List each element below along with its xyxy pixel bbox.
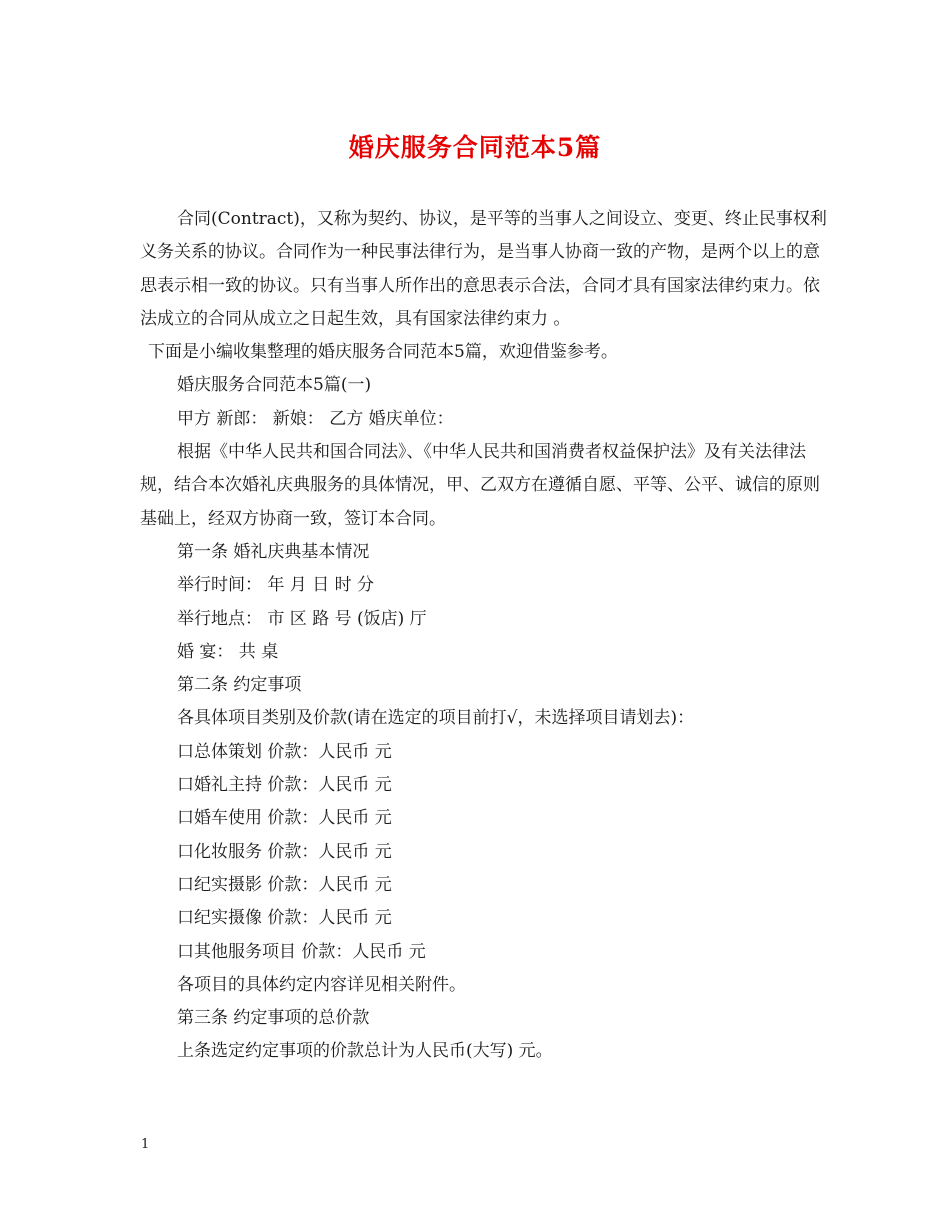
basis-paragraph: 根据《中华人民共和国合同法》、《中华人民共和国消费者权益保护法》及有关法律法规，结合本次婚礼庆典服务的具体情况，甲、乙双方在遵循自愿、平等、公平、诚信的原则基础上，经双方协商一致，签订本合同。 [140,442,820,529]
banquet-line: 婚 宴： 共 桌 [177,641,279,662]
service-item: 口婚礼主持 价款：人民币 元 [177,775,392,796]
article-1-heading: 第一条 婚礼庆典基本情况 [177,541,370,562]
section-heading: 婚庆服务合同范本5篇(一) [177,375,372,396]
items-intro-line: 各具体项目类别及价款(请在选定的项目前打√，未选择项目请划去)： [177,708,695,729]
attachments-note: 各项目的具体约定内容详见相关附件。 [177,974,466,995]
service-item: 口化妆服务 价款：人民币 元 [177,841,392,862]
service-item: 口婚车使用 价款：人民币 元 [177,808,392,829]
total-price-line: 上条选定约定事项的价款总计为人民币(大写) 元。 [177,1041,553,1062]
document-title: 婚庆服务合同范本5篇 [348,133,602,162]
service-item: 口总体策划 价款：人民币 元 [177,741,392,762]
parties-line: 甲方 新郎： 新娘： 乙方 婚庆单位： [177,408,454,429]
intro-paragraph: 合同(Contract)，又称为契约、协议，是平等的当事人之间设立、变更、终止民事权利义务关系的协议。合同作为一种民事法律行为，是当事人协商一致的产物，是两个以上的意思表示相一致的协议。只有当事人所作出的意思表示合法，合同才具有国家法律约束力。依法成立的合同从成立之日起生效，具有国家法律约束力 。 [140,209,827,329]
ceremony-time-line: 举行时间： 年 月 日 时 分 [177,575,375,596]
service-item: 口纪实摄影 价款：人民币 元 [177,874,392,895]
document-body [140,203,830,1069]
service-item: 口其他服务项目 价款：人民币 元 [177,941,426,962]
article-2-heading: 第二条 约定事项 [177,675,302,696]
service-item: 口纪实摄像 价款：人民币 元 [177,908,392,929]
article-3-heading: 第三条 约定事项的总价款 [177,1008,370,1029]
page-number: 1 [141,1137,150,1152]
ceremony-place-line: 举行地点： 市 区 路 号 (饭店) 厅 [177,608,427,629]
intro-tail-paragraph: 下面是小编收集整理的婚庆服务合同范本5篇，欢迎借鉴参考。 [148,342,618,363]
